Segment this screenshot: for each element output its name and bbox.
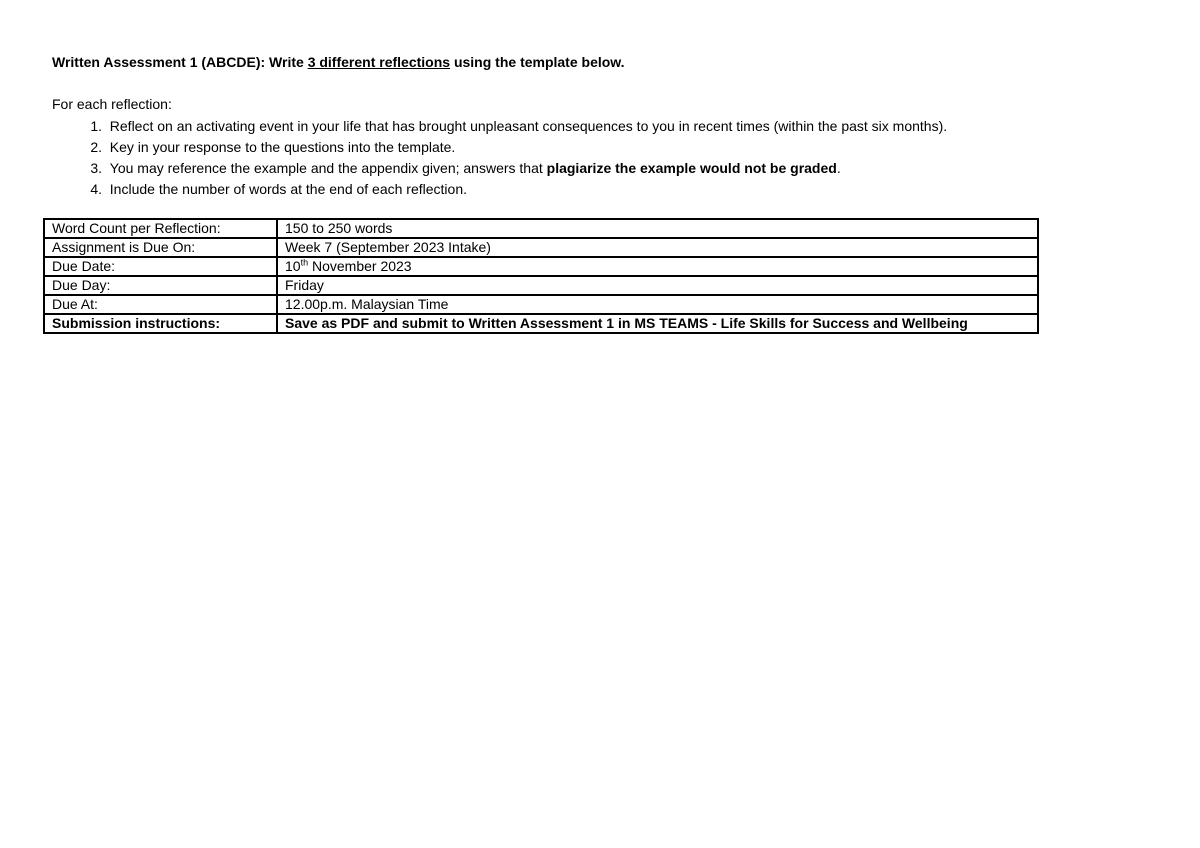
table-row (44, 219, 1038, 238)
table-row (44, 238, 1038, 257)
instruction-item (52, 179, 947, 200)
heading-suffix: using the template below. (450, 54, 625, 70)
table-row (44, 257, 1038, 276)
instruction-text (110, 158, 841, 179)
row-label-due-date: Due Date: (44, 257, 277, 276)
instruction-item (52, 116, 947, 137)
instruction-number: 1. (90, 118, 102, 134)
assessment-heading (52, 54, 625, 70)
instruction-list (52, 116, 947, 200)
row-value-word-count: 150 to 250 words (277, 219, 1038, 238)
instruction-text-tail: . (836, 160, 841, 176)
row-value-due-at: 12.00p.m. Malaysian Time (277, 295, 1038, 314)
intro-text: For each reflection: (52, 96, 172, 112)
row-label-due-on: Assignment is Due On: (44, 238, 277, 257)
row-label-due-day: Due Day: (44, 276, 277, 295)
due-date-month-year: November 2023 (308, 258, 412, 274)
instruction-number: 4. (90, 181, 102, 197)
instruction-number: 2. (90, 139, 102, 155)
table-row (44, 295, 1038, 314)
instruction-number: 3. (90, 160, 102, 176)
row-value-due-day: Friday (277, 276, 1038, 295)
row-value-due-date (277, 257, 1038, 276)
row-label-due-at: Due At: (44, 295, 277, 314)
instruction-text-plain: You may reference the example and the appendix given; answers that (109, 160, 547, 176)
row-value-submission: Save as PDF and submit to Written Assessment 1 in MS TEAMS - Life Skills for Success and Wellbeing (277, 314, 1038, 333)
heading-prefix: Written Assessment 1 (ABCDE): Write (52, 54, 308, 70)
instruction-text: Include the number of words at the end of each reflection. (109, 181, 467, 197)
due-date-day: 10 (285, 258, 301, 274)
assignment-details-table (43, 218, 1039, 334)
heading-underlined: 3 different reflections (307, 54, 451, 70)
row-label-word-count: Word Count per Reflection: (44, 219, 277, 238)
instruction-text: Key in your response to the questions into the template. (109, 139, 456, 155)
instruction-text: Reflect on an activating event in your life that has brought unpleasant consequences to you in recent times (within the past six months). (109, 118, 948, 134)
instruction-text-bold: plagiarize the example would not be graded (546, 160, 837, 176)
table-row (44, 276, 1038, 295)
instruction-item (52, 158, 947, 179)
due-date-ordinal: th (300, 257, 309, 268)
row-label-submission: Submission instructions: (44, 314, 277, 333)
instruction-item (52, 137, 947, 158)
row-value-due-on: Week 7 (September 2023 Intake) (277, 238, 1038, 257)
table-row (44, 314, 1038, 333)
